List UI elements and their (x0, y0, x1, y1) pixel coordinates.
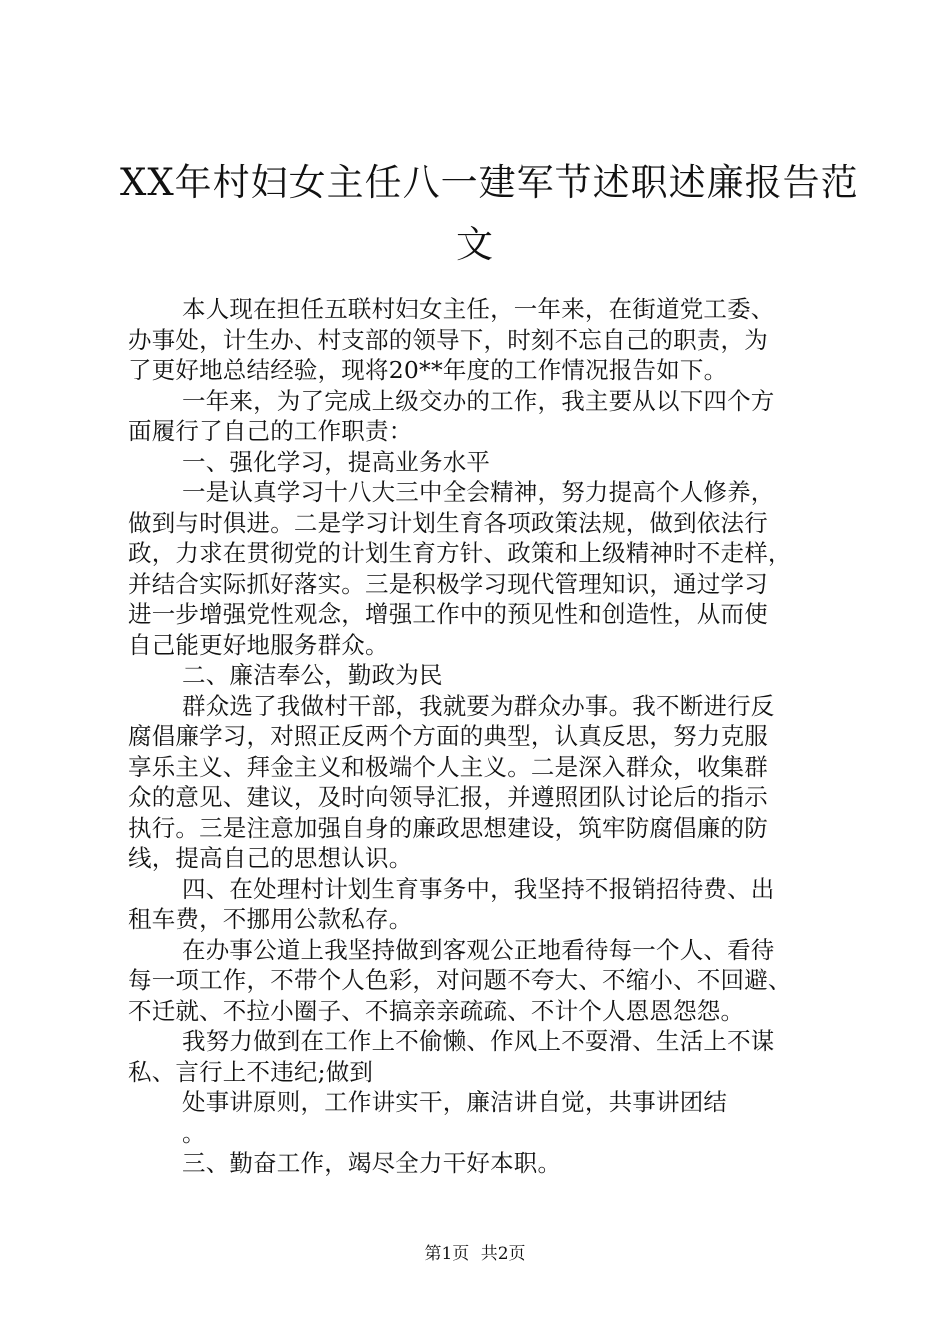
section-heading-4: 四、在处理村计划生育事务中，我坚持不报销招待费、出 (182, 874, 775, 903)
body-line: 。 (182, 1118, 206, 1147)
body-line: 面履行了自己的工作职责： (128, 417, 413, 445)
body-line: 腐倡廉学习，对照正反两个方面的典型，认真反思，努力克服 (128, 722, 768, 750)
body-line: 执行。三是注意加强自身的廉政思想建设，筑牢防腐倡廉的防 (128, 813, 768, 842)
body-line: 处事讲原则，工作讲实干，廉洁讲自觉，共事讲团结 (182, 1088, 728, 1116)
title-line-2: 文 (456, 223, 494, 266)
body-line: 了更好地总结经验，现将20**年度的工作情况报告如下。 (128, 356, 728, 384)
body-line: 群众选了我做村干部，我就要为群众办事。我不断进行反 (182, 691, 775, 720)
body-line: 在办事公道上我坚持做到客观公正地看待每一个人、看待 (182, 935, 775, 964)
body-line: 本人现在担任五联村妇女主任，一年来，在街道党工委、 (182, 295, 775, 323)
title-line-1: XX年村妇女主任八一建军节述职述廉报告范 (120, 161, 859, 204)
body-line: 自己能更好地服务群众。 (128, 630, 389, 659)
body-line: 线，提高自己的思想认识。 (128, 844, 413, 872)
body-line: 我努力做到在工作上不偷懒、作风上不耍滑、生活上不谋 (182, 1027, 775, 1055)
body-line: 做到与时俱进。二是学习计划生育各项政策法规，做到依法行 (128, 508, 768, 537)
body-line: 享乐主义、拜金主义和极端个人主义。二是深入群众，收集群 (128, 752, 768, 781)
section-heading-3: 三、勤奋工作，竭尽全力干好本职。 (182, 1149, 562, 1177)
body-line: 并结合实际抓好落实。三是积极学习现代管理知识，通过学习 (128, 569, 768, 598)
body-line: 租车费，不挪用公款私存。 (128, 905, 413, 933)
page-total: 共2页 (480, 1244, 526, 1264)
body-line: 一是认真学习十八大三中全会精神，努力提高个人修养， (182, 478, 775, 506)
body-line: 不迁就、不拉小圈子、不搞亲亲疏疏、不计个人恩恩怨怨。 (128, 996, 745, 1025)
document-body (128, 294, 838, 1179)
body-line: 进一步增强党性观念，增强工作中的预见性和创造性，从而使 (128, 600, 768, 628)
page-footer (0, 1243, 950, 1265)
body-line: 私、言行上不违纪;做到 (128, 1057, 374, 1086)
document-title (120, 152, 859, 276)
page-number: 第1页 (424, 1244, 470, 1264)
body-line: 办事处，计生办、村支部的领导下，时刻不忘自己的职责，为 (128, 325, 768, 354)
body-line: 每一项工作，不带个人色彩，对问题不夸大、不缩小、不回避、 (128, 966, 792, 994)
body-line: 政，力求在贯彻党的计划生育方针、政策和上级精神时不走样， (128, 539, 792, 567)
body-line: 一年来，为了完成上级交办的工作，我主要从以下四个方 (182, 386, 775, 415)
body-line: 众的意见、建议，及时向领导汇报，并遵照团队讨论后的指示 (128, 783, 768, 811)
section-heading-2: 二、廉洁奉公，勤政为民 (182, 661, 443, 689)
section-heading-1: 一、强化学习，提高业务水平 (182, 447, 491, 476)
